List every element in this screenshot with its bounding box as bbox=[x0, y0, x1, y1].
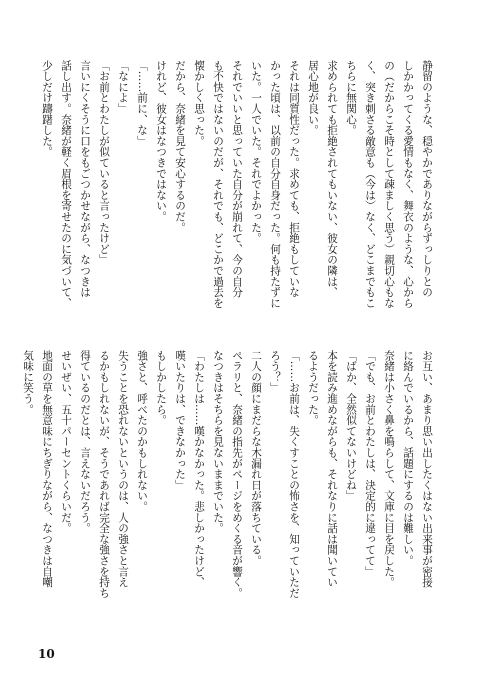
text-line: 言いにくそうに口をもごつかせながら、なつきは bbox=[79, 60, 91, 298]
text-line: 気味に笑う。 bbox=[22, 350, 34, 415]
text-line: ちらに無関心。 bbox=[345, 60, 357, 136]
text-line: 二人の顔にまだらな木漏れ日が落ちている。 bbox=[250, 350, 262, 566]
text-line: しかかってくる愛情もなく、舞衣のような、心から bbox=[402, 60, 414, 309]
text-line: 求められても拒絶されてもいない、彼女の隣は、 bbox=[326, 60, 338, 298]
text-line: 本を読み進めながらも、それなりに話は聞いてい bbox=[326, 350, 338, 588]
text-line: いた。一人でいた。それでよかった。 bbox=[250, 60, 262, 244]
text-line: 少しだけ躊躇した。 bbox=[41, 60, 53, 158]
text-line: 懐かしく思った。 bbox=[193, 60, 205, 147]
text-line: 居心地が良い。 bbox=[307, 60, 319, 136]
text-line: 話し出す。奈緒が軽く眉根を寄せたのに気づいて、 bbox=[60, 60, 72, 309]
text-line: 静留のような、穏やかでありながらずっしりとの bbox=[421, 60, 433, 298]
text-line: も不快ではないのだが、それでも、どこかで過去を bbox=[212, 60, 224, 309]
text-line: 「わたしは……嘆かなかった。悲しかったけど、 bbox=[193, 350, 205, 588]
text-line: に絡んでいるから、話題にするのは難しい。 bbox=[402, 350, 414, 566]
text-line: なつきはそちらを見ないままでいた。 bbox=[212, 350, 224, 534]
text-line: るかもしれないが、そうであれば完全な強さを持ち bbox=[98, 350, 110, 599]
text-line: 「……前に、な」 bbox=[136, 60, 148, 147]
text-line: けれど、彼女はなつきではない。 bbox=[155, 60, 167, 222]
text-line: お互い、あまり思い出したくはない出来事が密接 bbox=[421, 350, 433, 588]
text-line: く、突き刺さる敵意も（今は）なく、どこまでもこ bbox=[364, 60, 376, 309]
page-number: 10 bbox=[38, 647, 55, 661]
text-line: 「ばか、全然似てないけどね」 bbox=[345, 350, 357, 502]
text-line: 「……お前は、失くすことの怖さを、知っていただ bbox=[288, 350, 300, 599]
text-line: 「お前とわたしが似ていると言ったけど」 bbox=[98, 60, 110, 266]
text-line: るようだった。 bbox=[307, 350, 319, 426]
text-line: 失うことを恐れないというのは、人の強さと言え bbox=[117, 350, 129, 588]
text-line: 強さと、呼べたのかもしれない。 bbox=[136, 350, 148, 512]
text-line: の（だからこそ時として疎ましく思う）親切心もな bbox=[383, 60, 395, 309]
upper-text-block bbox=[36, 60, 436, 326]
text-line: ペラリと、奈緒の指先がページをめくる音が響く。 bbox=[231, 350, 243, 599]
text-line: もしかしたら。 bbox=[155, 350, 167, 426]
lower-text-block bbox=[22, 350, 436, 610]
text-line: 嘆いたりは、できなかった」 bbox=[174, 350, 186, 491]
text-line: かった頃は、以前の自分自身だった。何も持たずに bbox=[269, 60, 281, 309]
text-line: 得ているのだとは、言えないだろう。 bbox=[79, 350, 91, 534]
text-line: 「でも、お前とわたしは、決定的に違ってて」 bbox=[364, 350, 376, 577]
text-line: だから、奈緒を見て安心するのだ。 bbox=[174, 60, 186, 233]
text-line: せいぜい、五十パーセントくらいだ。 bbox=[60, 350, 72, 534]
text-line: ろう？」 bbox=[269, 350, 281, 394]
text-line: 奈緒は小さく鼻を鳴らして、文庫に目を戻した。 bbox=[383, 350, 395, 588]
text-line: それでいいと思っていた自分が崩れて、今の自分 bbox=[231, 60, 243, 298]
text-line: 「なによ」 bbox=[117, 60, 129, 114]
text-line: 地面の草を無意味にちぎりながら、なつきは自嘲 bbox=[41, 350, 53, 588]
text-line: それは同質性だった。求めても、拒絶もしていな bbox=[288, 60, 300, 298]
